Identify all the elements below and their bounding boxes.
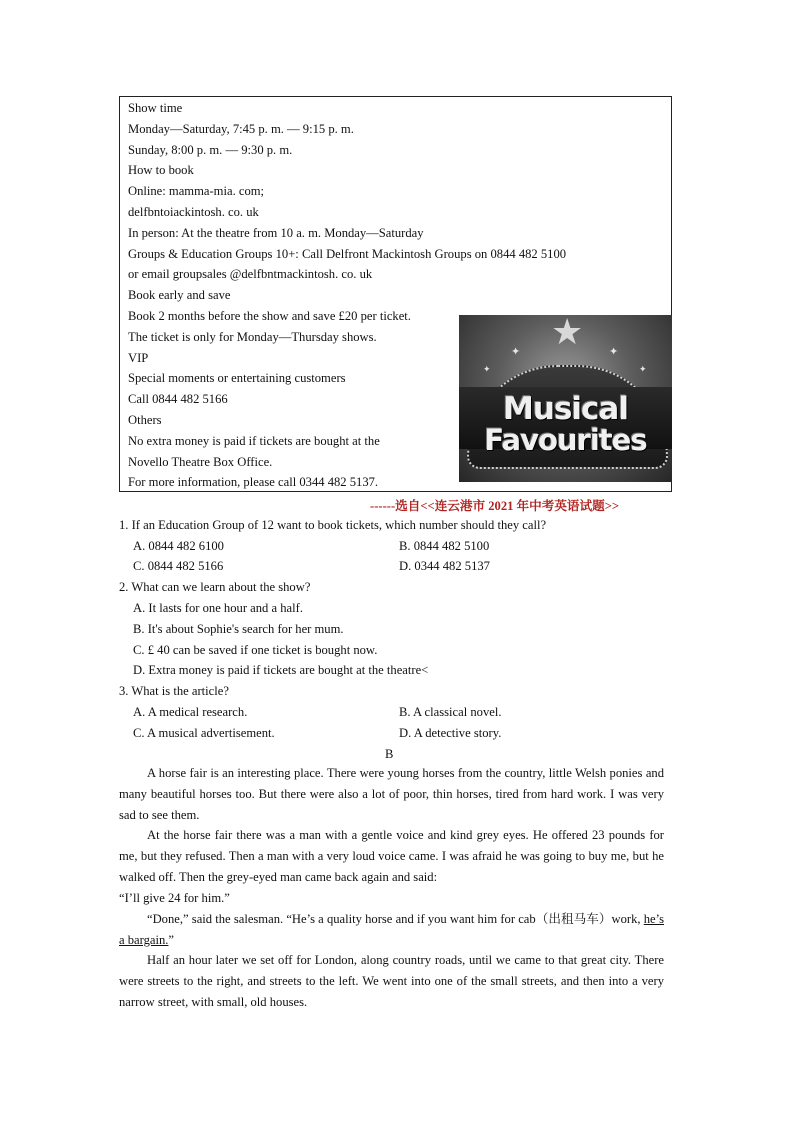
source-note: ------选自<<连云港市 2021 年中考英语试题>> xyxy=(370,499,620,513)
section-b-heading: B xyxy=(385,747,394,761)
star-icon: ✦ xyxy=(609,345,619,358)
box-line: For more information, please call 0344 482 5137. xyxy=(128,475,379,489)
question-2-option-a: A. It lasts for one hour and a half. xyxy=(133,601,303,615)
question-2-option-d: D. Extra money is paid if tickets are bought at the theatre< xyxy=(133,663,429,677)
question-2-option-b: B. It's about Sophie's search for her mum. xyxy=(133,622,344,636)
question-1-option-a: A. 0844 482 6100 xyxy=(133,539,224,553)
box-line: Show time xyxy=(128,101,183,115)
question-3-stem: 3. What is the article? xyxy=(119,684,229,698)
box-line: The ticket is only for Monday—Thursday shows. xyxy=(128,330,377,344)
box-line: delfbntoiackintosh. co. uk xyxy=(128,205,259,219)
star-icon: ✦ xyxy=(511,345,521,358)
question-2-option-c: C. £ 40 can be saved if one ticket is bought now. xyxy=(133,643,378,657)
star-icon: ✦ xyxy=(639,365,647,375)
box-line: Monday—Saturday, 7:45 p. m. — 9:15 p. m. xyxy=(128,122,354,136)
box-line: In person: At the theatre from 10 a. m. Monday—Saturday xyxy=(128,226,424,240)
passage-paragraph-1: A horse fair is an interesting place. There were young horses from the country, little Welsh ponies and many beautiful horses too. But there were also a lot of poor, thin horses, tired from hard work. I was very sad to see them. xyxy=(119,766,664,822)
underlined-phrase: he’s a bargain. xyxy=(119,912,664,947)
poster-title-line1: Musical xyxy=(503,391,628,427)
poster-title-line2: Favourites xyxy=(484,423,647,457)
question-2-stem: 2. What can we learn about the show? xyxy=(119,580,311,594)
question-3-option-a: A. A medical research. xyxy=(133,705,248,719)
box-line: or email groupsales @delfbntmackintosh. co. uk xyxy=(128,267,373,281)
box-line: Call 0844 482 5166 xyxy=(128,392,228,406)
box-line: Online: mamma-mia. com; xyxy=(128,184,265,198)
passage-quote: “I’ll give 24 for him.” xyxy=(119,891,230,905)
box-line: Book 2 months before the show and save £20 per ticket. xyxy=(128,309,411,323)
star-icon: ★ xyxy=(551,315,584,353)
box-line: Others xyxy=(128,413,162,427)
question-3-option-b: B. A classical novel. xyxy=(399,705,502,719)
box-line: Sunday, 8:00 p. m. — 9:30 p. m. xyxy=(128,143,293,157)
box-line: Groups & Education Groups 10+: Call Delfront Mackintosh Groups on 0844 482 5100 xyxy=(128,247,567,261)
question-3-option-d: D. A detective story. xyxy=(399,726,502,740)
passage-paragraph-3: “Done,” said the salesman. “He’s a quality horse and if you want him for cab（出租马车）work, he’s a bargain.” xyxy=(119,912,664,947)
box-line: No extra money is paid if tickets are bought at the xyxy=(128,434,380,448)
box-line: How to book xyxy=(128,163,194,177)
musical-poster-image xyxy=(459,315,672,482)
star-icon: ✦ xyxy=(483,365,491,375)
question-3-option-c: C. A musical advertisement. xyxy=(133,726,275,740)
box-line: Novello Theatre Box Office. xyxy=(128,455,273,469)
box-line: Book early and save xyxy=(128,288,231,302)
question-1-stem: 1. If an Education Group of 12 want to book tickets, which number should they call? xyxy=(119,518,547,532)
question-1-option-b: B. 0844 482 5100 xyxy=(399,539,490,553)
box-line: VIP xyxy=(128,351,149,365)
box-line: Special moments or entertaining customers xyxy=(128,371,346,385)
ad-box xyxy=(119,96,672,492)
passage-paragraph-2: At the horse fair there was a man with a gentle voice and kind grey eyes. He offered 23 pounds for me, but they refused. Then a man with a very loud voice came. I was afraid he was going to buy me, but he walked off. Then the grey-eyed man came back again and said: xyxy=(119,828,664,884)
question-1-option-c: C. 0844 482 5166 xyxy=(133,559,224,573)
passage-paragraph-4: Half an hour later we set off for London, along country roads, until we came to that great city. There were streets to the right, and streets to the left. We went into one of the small streets, and then into a very narrow street, with small, old houses. xyxy=(119,953,664,1009)
question-1-option-d: D. 0344 482 5137 xyxy=(399,559,490,573)
